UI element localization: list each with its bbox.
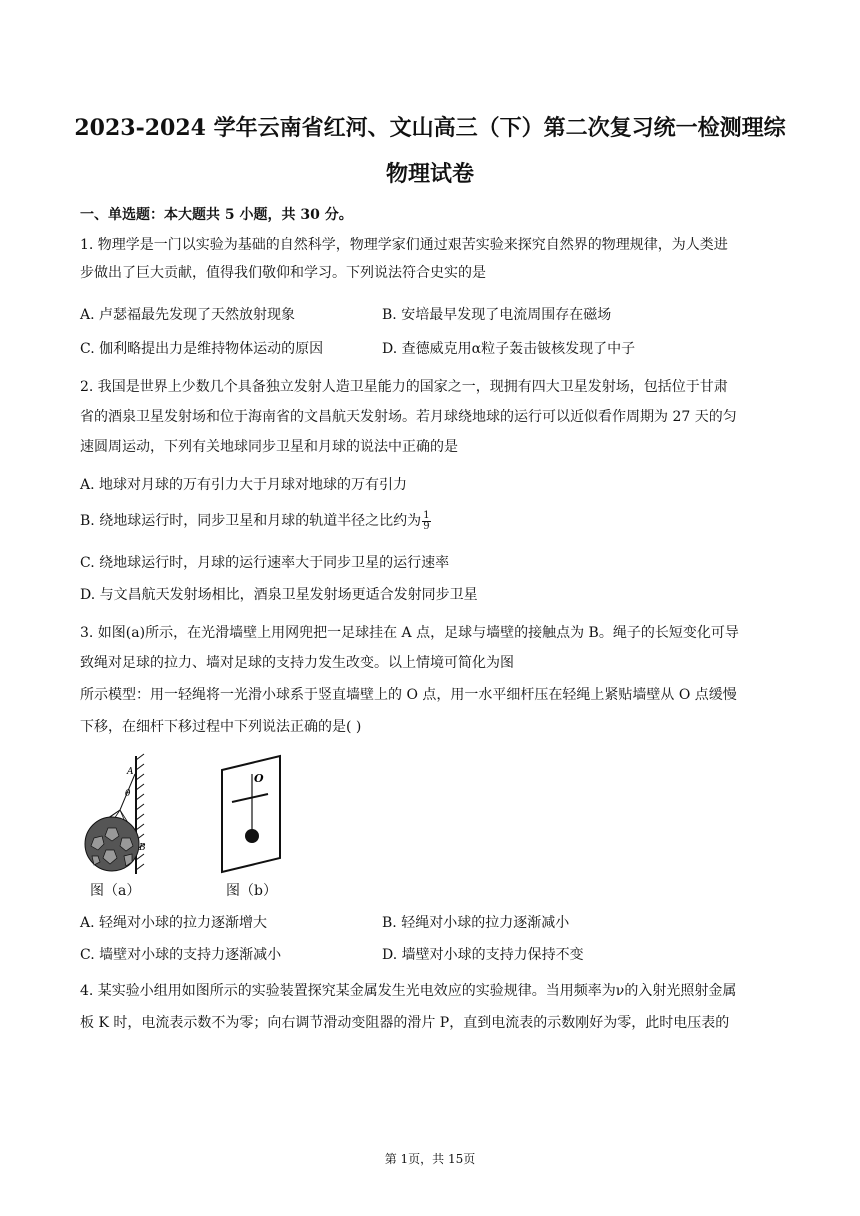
q3-option-d: D. 墙壁对小球的支持力保持不变 bbox=[382, 947, 584, 963]
figure-b-model bbox=[218, 752, 288, 876]
q1-option-d: D. 查德威克用α粒子轰击铍核发现了中子 bbox=[382, 341, 636, 357]
section-heading: 一、单选题：本大题共 5 小题，共 30 分。 bbox=[80, 207, 353, 223]
fig-a-label-b: B bbox=[139, 843, 146, 853]
page-footer: 第 1页，共 15页 bbox=[384, 1152, 476, 1166]
q4-stem-line1: 4. 某实验小组用如图所示的实验装置探究某金属发生光电效应的实验规律。当用频率为ν的入射光照射金属 bbox=[80, 983, 737, 999]
q1-option-c: C. 伽利略提出力是维持物体运动的原因 bbox=[80, 341, 324, 357]
fig-a-label-a: A bbox=[127, 767, 134, 777]
q1-stem-line1: 1. 物理学是一门以实验为基础的自然科学，物理学家们通过艰苦实验来探究自然界的物理规律，为人类进 bbox=[80, 237, 728, 253]
q3-stem-line2: 致绳对足球的拉力、墙对足球的支持力发生改变。以上情境可简化为图 bbox=[80, 655, 514, 671]
q2-option-a: A. 地球对月球的万有引力大于月球对地球的万有引力 bbox=[80, 477, 408, 493]
q3-stem-line1: 3. 如图(a)所示，在光滑墙壁上用网兜把一足球挂在 A 点，足球与墙壁的接触点为 B。绳子的长短变化可导 bbox=[80, 625, 739, 641]
q1-stem-line2: 步做出了巨大贡献，值得我们敬仰和学习。下列说法符合史实的是 bbox=[80, 265, 486, 281]
q3-stem-line4: 下移，在细杆下移过程中下列说法正确的是( ) bbox=[80, 719, 362, 735]
q1-option-b: B. 安培最早发现了电流周围存在磁场 bbox=[382, 307, 612, 323]
q2-stem-line1: 2. 我国是世界上少数几个具备独立发射人造卫星能力的国家之一，现拥有四大卫星发射场，包括位于甘肃 bbox=[80, 379, 728, 395]
figure-a-caption: 图（a） bbox=[90, 883, 141, 899]
fraction bbox=[422, 511, 430, 532]
q2-option-b-text: B. 绕地球运行时，同步卫星和月球的轨道半径之比约为 bbox=[80, 513, 422, 529]
q2-option-d: D. 与文昌航天发射场相比，酒泉卫星发射场更适合发射同步卫星 bbox=[80, 587, 478, 603]
q2-stem-line3: 速圆周运动，下列有关地球同步卫星和月球的说法中正确的是 bbox=[80, 439, 458, 455]
exam-title-line1: 2023-2024 学年云南省红河、文山高三（下）第二次复习统一检测理综 bbox=[74, 115, 786, 141]
q3-option-a: A. 轻绳对小球的拉力逐渐增大 bbox=[80, 915, 268, 931]
q4-stem-line2: 板 K 时，电流表示数不为零；向右调节滑动变阻器的滑片 P，直到电流表的示数刚好为零，此时电压表的 bbox=[80, 1015, 730, 1031]
exam-title-line2: 物理试卷 bbox=[385, 161, 474, 187]
q3-option-b: B. 轻绳对小球的拉力逐渐减小 bbox=[382, 915, 570, 931]
fraction-denominator: 9 bbox=[423, 520, 430, 532]
fraction-numerator: 1 bbox=[423, 509, 430, 521]
q2-option-b bbox=[80, 510, 431, 532]
figure-a-football-net bbox=[80, 752, 160, 876]
q3-stem-line3: 所示模型：用一轻绳将一光滑小球系于竖直墙壁上的 O 点，用一水平细杆压在轻绳上紧贴墙壁从 O 点缓慢 bbox=[80, 687, 737, 703]
q2-option-c: C. 绕地球运行时，月球的运行速率大于同步卫星的运行速率 bbox=[80, 555, 450, 571]
fig-a-label-theta: θ bbox=[125, 789, 131, 799]
figure-b-caption: 图（b） bbox=[226, 883, 277, 899]
q2-stem-line2: 省的酒泉卫星发射场和位于海南省的文昌航天发射场。若月球绕地球的运行可以近似看作周期为 27 天的匀 bbox=[80, 409, 737, 425]
q3-option-c: C. 墙壁对小球的支持力逐渐减小 bbox=[80, 947, 282, 963]
q1-option-a: A. 卢瑟福最先发现了天然放射现象 bbox=[80, 307, 296, 323]
fig-b-label-o: O bbox=[254, 772, 264, 785]
